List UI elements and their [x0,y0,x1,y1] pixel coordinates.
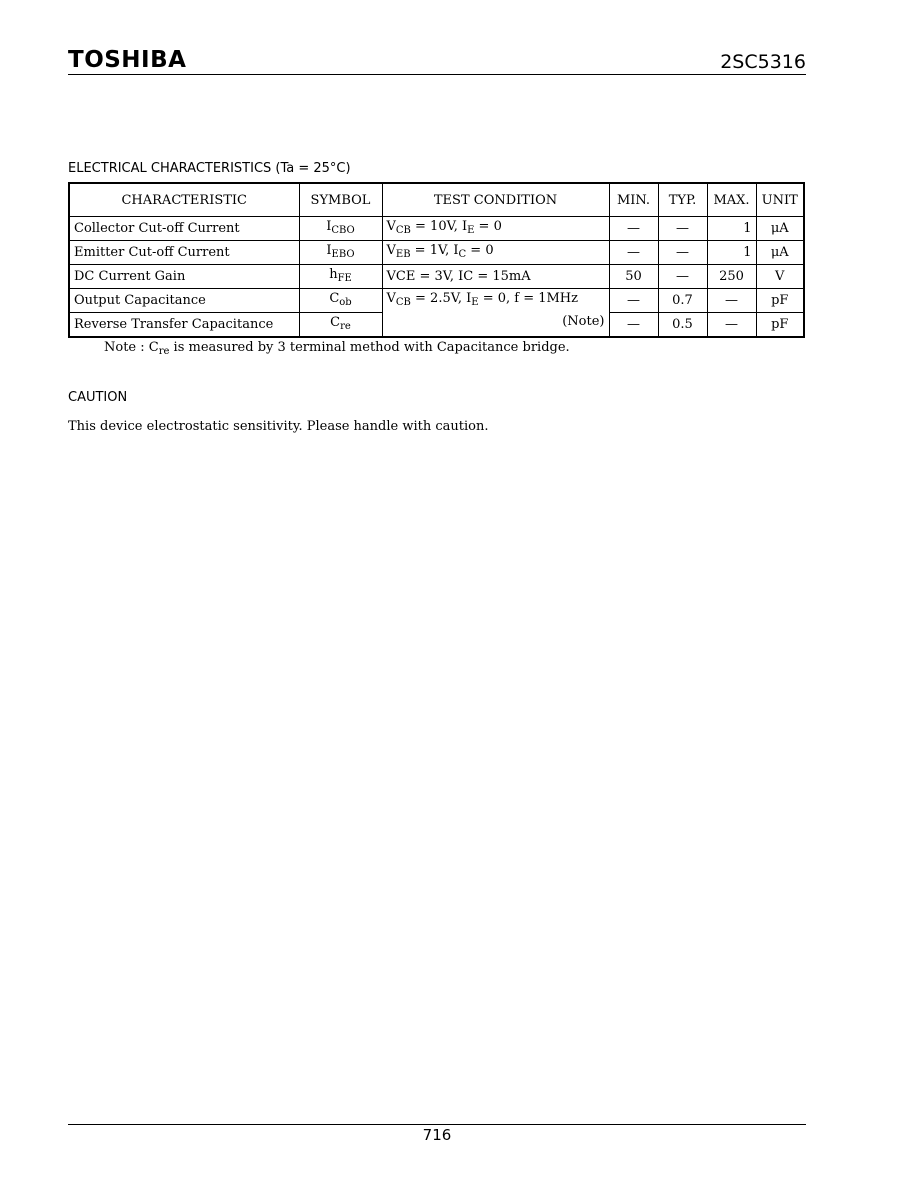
unit-cell: pF [756,289,804,313]
symbol-main: I [326,219,332,234]
column-header: TYP. [658,183,707,217]
footer-rule [68,1124,806,1125]
condition-text: VCE = 3V, IC = 15mA [386,269,531,284]
symbol-cell [299,265,382,289]
symbol-main: C [330,315,341,330]
max-cell: 1 [707,217,756,241]
column-header: TEST CONDITION [382,183,609,217]
shared-test-condition-cell [382,289,609,338]
note-subscript: re [158,346,170,357]
condition-subscript: E [467,225,475,236]
characteristic-cell: Emitter Cut-off Current [69,241,299,265]
column-header: CHARACTERISTIC [69,183,299,217]
column-header: MAX. [707,183,756,217]
condition-subscript: CB [395,297,411,308]
condition-subscript: EB [395,249,411,260]
unit-cell: pF [756,313,804,338]
max-cell: 1 [707,241,756,265]
typ-cell: — [658,241,707,265]
note-suffix: is measured by 3 terminal method with Capacitance bridge. [169,340,570,355]
test-condition-cell [382,265,609,289]
symbol-subscript: FE [337,273,352,284]
characteristic-cell: Output Capacitance [69,289,299,313]
symbol-subscript: re [340,321,351,332]
unit-cell: V [756,265,804,289]
table-row [69,241,804,265]
min-cell: — [609,241,658,265]
symbol-cell [299,217,382,241]
table-row [69,217,804,241]
max-cell: — [707,289,756,313]
shared-condition-line [387,289,605,312]
typ-cell: — [658,265,707,289]
brand-logo: TOSHIBA [68,47,187,73]
min-cell: 50 [609,265,658,289]
symbol-cell [299,313,382,338]
typ-cell: 0.7 [658,289,707,313]
symbol-cell [299,289,382,313]
condition-text: = 0, f = 1MHz [478,291,578,306]
note-prefix: Note : C [104,340,159,355]
typ-cell: — [658,217,707,241]
condition-text: = 1V, I [410,243,459,258]
characteristic-cell: DC Current Gain [69,265,299,289]
caution-text: This device electrostatic sensitivity. Please handle with caution. [68,419,489,434]
caution-title: CAUTION [68,390,128,405]
page-number: 716 [422,1126,452,1144]
electrical-characteristics-table [68,182,805,338]
test-condition-cell [382,217,609,241]
unit-cell: μA [756,217,804,241]
symbol-subscript: ob [339,297,352,308]
symbol-cell [299,241,382,265]
condition-text: V [386,291,396,306]
column-header: UNIT [756,183,804,217]
condition-text: V [386,219,396,234]
condition-subscript: CB [395,225,411,236]
condition-text: = 0 [466,243,494,258]
typ-cell: 0.5 [658,313,707,338]
symbol-main: I [326,243,332,258]
symbol-main: h [329,267,338,282]
test-condition-cell [382,241,609,265]
capacitance-note [104,340,570,360]
column-header: SYMBOL [299,183,382,217]
symbol-subscript: CBO [331,225,355,236]
part-number: 2SC5316 [720,51,806,73]
symbol-subscript: EBO [331,249,355,260]
electrical-characteristics-title: ELECTRICAL CHARACTERISTICS (Ta = 25°C) [68,161,351,176]
table-header-row [69,183,804,217]
condition-text: = 0 [474,219,502,234]
shared-condition-note: (Note) [562,314,605,329]
condition-text: = 10V, I [410,219,468,234]
characteristic-cell: Collector Cut-off Current [69,217,299,241]
min-cell: — [609,217,658,241]
min-cell: — [609,313,658,338]
table-row [69,265,804,289]
characteristic-cell: Reverse Transfer Capacitance [69,313,299,338]
max-cell: — [707,313,756,338]
unit-cell: μA [756,241,804,265]
max-cell: 250 [707,265,756,289]
header-rule [68,74,806,75]
condition-subscript: C [458,249,467,260]
symbol-main: C [329,291,340,306]
min-cell: — [609,289,658,313]
condition-text: V [386,243,396,258]
condition-subscript: E [471,297,479,308]
column-header: MIN. [609,183,658,217]
condition-text: = 2.5V, I [410,291,472,306]
table-row [69,289,804,313]
